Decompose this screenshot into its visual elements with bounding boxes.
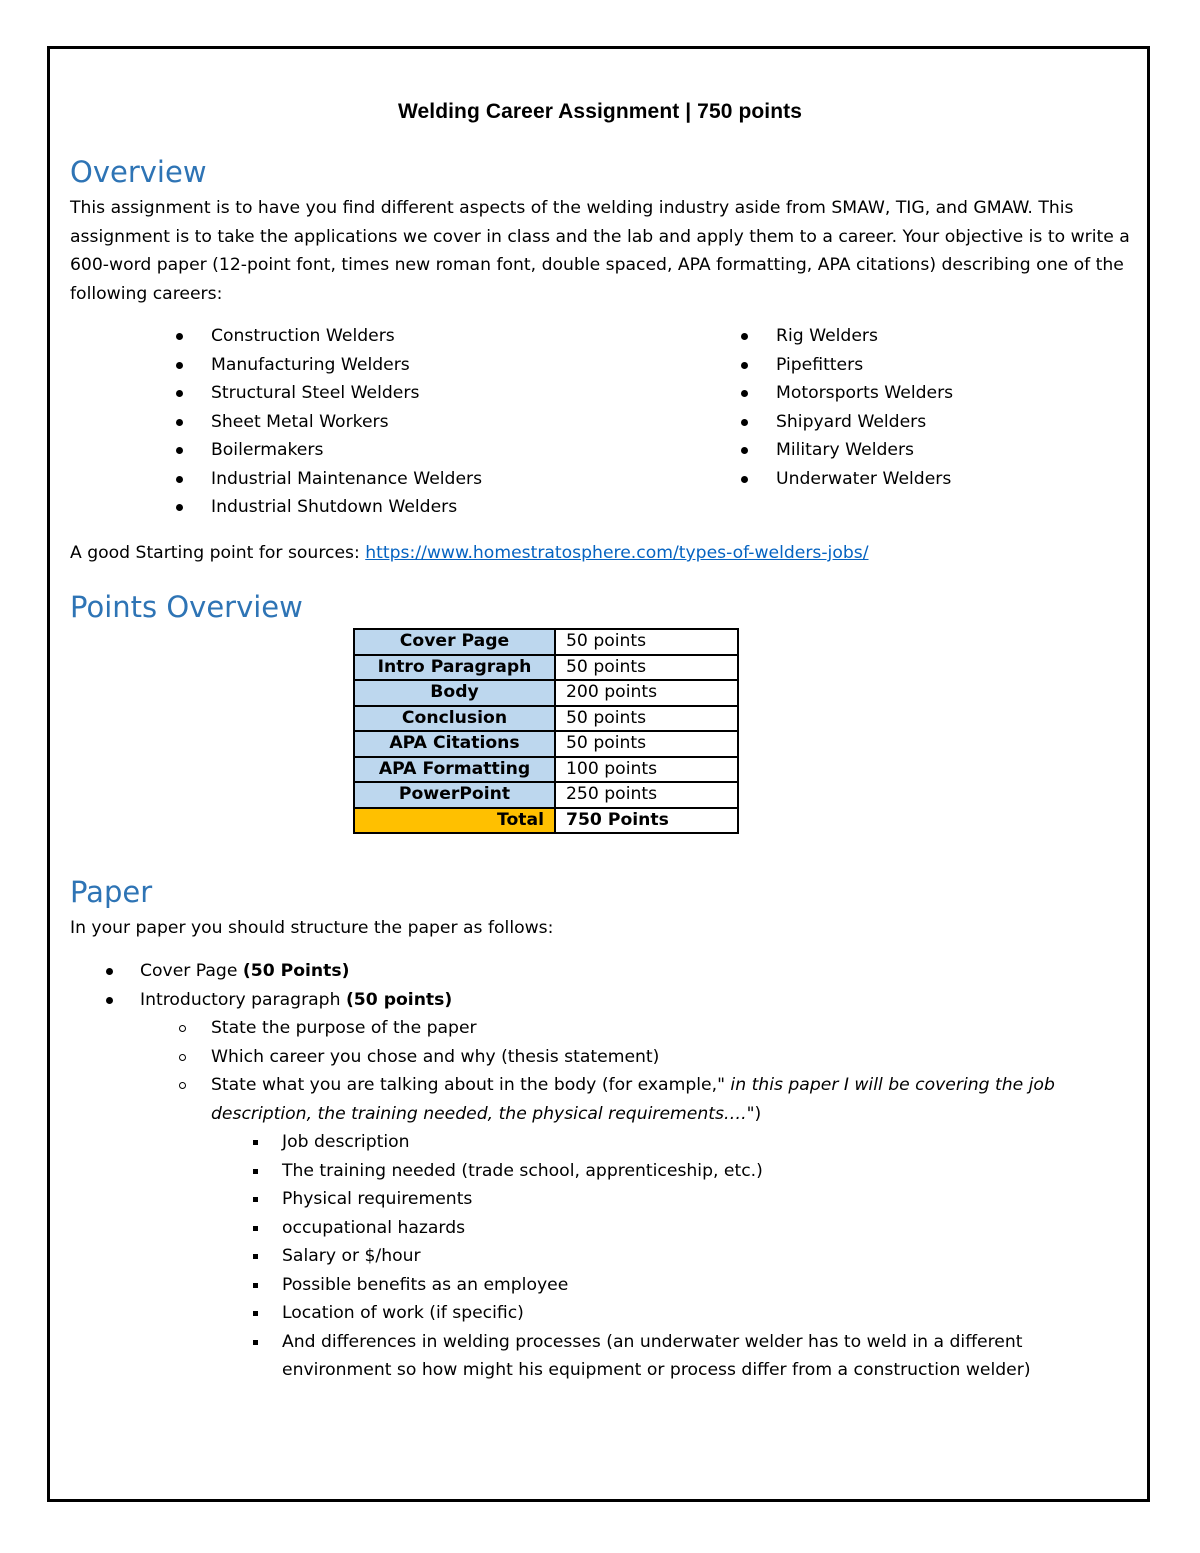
table-cell-category: APA Formatting — [354, 757, 555, 783]
table-cell-category: PowerPoint — [354, 782, 555, 808]
list-item: Industrial Maintenance Welders — [176, 465, 676, 494]
bullet-icon — [741, 419, 748, 426]
list-item: Boilermakers — [176, 436, 676, 465]
bullet-icon — [741, 390, 748, 397]
table-cell-points: 50 points — [555, 655, 738, 681]
list-item: Shipyard Welders — [741, 408, 1121, 437]
square-bullet-icon — [253, 1140, 258, 1145]
points-table — [353, 628, 739, 834]
list-item: And differences in welding processes (an underwater welder has to weld in a different environment so how might his equipment or process differ from a construction welder) — [70, 1328, 1130, 1385]
table-cell-total-points: 750 Points — [555, 808, 738, 834]
bullet-icon — [176, 476, 183, 483]
square-bullet-icon — [253, 1283, 258, 1288]
list-item: Physical requirements — [70, 1185, 1130, 1214]
table-cell-points: 50 points — [555, 731, 738, 757]
sources-label: A good Starting point for sources: — [70, 543, 366, 563]
square-bullet-icon — [253, 1169, 258, 1174]
table-row — [354, 629, 738, 655]
list-item: Job description — [70, 1128, 1130, 1157]
table-row-total — [354, 808, 738, 834]
bullet-icon — [176, 419, 183, 426]
table-row — [354, 655, 738, 681]
list-item: Rig Welders — [741, 322, 1121, 351]
points-overview-heading: Points Overview — [70, 590, 303, 624]
list-item: Introductory paragraph (50 points) — [70, 986, 1130, 1015]
list-item: The training needed (trade school, apprenticeship, etc.) — [70, 1157, 1130, 1186]
paper-intro: In your paper you should structure the paper as follows: — [70, 918, 554, 938]
careers-list-left — [176, 322, 676, 522]
table-cell-category: Intro Paragraph — [354, 655, 555, 681]
table-cell-points: 100 points — [555, 757, 738, 783]
circle-bullet-icon — [179, 1082, 186, 1089]
square-bullet-icon — [253, 1226, 258, 1231]
table-cell-total-label: Total — [354, 808, 555, 834]
list-item: Sheet Metal Workers — [176, 408, 676, 437]
paper-heading: Paper — [70, 875, 153, 909]
table-row — [354, 757, 738, 783]
list-item: Which career you chose and why (thesis statement) — [70, 1043, 1130, 1072]
list-item: Possible benefits as an employee — [70, 1271, 1130, 1300]
list-item: Construction Welders — [176, 322, 676, 351]
table-cell-category: Conclusion — [354, 706, 555, 732]
table-row — [354, 731, 738, 757]
table-cell-category: Body — [354, 680, 555, 706]
list-item: Structural Steel Welders — [176, 379, 676, 408]
overview-paragraph: This assignment is to have you find different aspects of the welding industry aside from SMAW, TIG, and GMAW. This assignment is to take the applications we cover in class and the lab and apply them to a career. Your objective is to write a 600-word paper (12-point font, times new roman font, double spaced, APA formatting, APA citations) describing one of the following careers: — [70, 198, 1130, 304]
table-cell-points: 50 points — [555, 706, 738, 732]
square-bullet-icon — [253, 1340, 258, 1345]
list-item: State what you are talking about in the body (for example," in this paper I will be covering the job description, the training needed, the physical requirements….") — [70, 1071, 1130, 1128]
list-item: Pipefitters — [741, 351, 1121, 380]
overview-heading: Overview — [70, 155, 207, 189]
list-item: Salary or $/hour — [70, 1242, 1130, 1271]
square-bullet-icon — [253, 1254, 258, 1259]
bullet-icon — [176, 447, 183, 454]
list-item: State the purpose of the paper — [70, 1014, 1130, 1043]
list-item: Underwater Welders — [741, 465, 1121, 494]
sources-line — [70, 539, 1130, 568]
bullet-icon — [106, 997, 113, 1004]
table-row — [354, 680, 738, 706]
bullet-icon — [741, 362, 748, 369]
table-cell-points: 250 points — [555, 782, 738, 808]
bullet-icon — [741, 476, 748, 483]
document-title: Welding Career Assignment | 750 points — [397, 100, 803, 123]
square-bullet-icon — [253, 1197, 258, 1202]
list-item: occupational hazards — [70, 1214, 1130, 1243]
bullet-icon — [106, 968, 113, 975]
table-cell-points: 200 points — [555, 680, 738, 706]
careers-list-right — [741, 322, 1121, 493]
bullet-icon — [176, 362, 183, 369]
bullet-icon — [176, 504, 183, 511]
list-item: Manufacturing Welders — [176, 351, 676, 380]
list-item: Location of work (if specific) — [70, 1299, 1130, 1328]
sources-link[interactable]: https://www.homestratosphere.com/types-of-welders-jobs/ — [365, 543, 869, 563]
list-item: Industrial Shutdown Welders — [176, 493, 676, 522]
square-bullet-icon — [253, 1311, 258, 1316]
table-cell-category: Cover Page — [354, 629, 555, 655]
table-row — [354, 706, 738, 732]
list-item: Military Welders — [741, 436, 1121, 465]
circle-bullet-icon — [179, 1054, 186, 1061]
table-cell-points: 50 points — [555, 629, 738, 655]
bullet-icon — [176, 333, 183, 340]
list-item: Cover Page (50 Points) — [70, 957, 1130, 986]
table-cell-category: APA Citations — [354, 731, 555, 757]
table-row — [354, 782, 738, 808]
bullet-icon — [741, 447, 748, 454]
bullet-icon — [176, 390, 183, 397]
paper-structure-list — [70, 957, 1130, 1385]
bullet-icon — [741, 333, 748, 340]
list-item: Motorsports Welders — [741, 379, 1121, 408]
circle-bullet-icon — [179, 1025, 186, 1032]
